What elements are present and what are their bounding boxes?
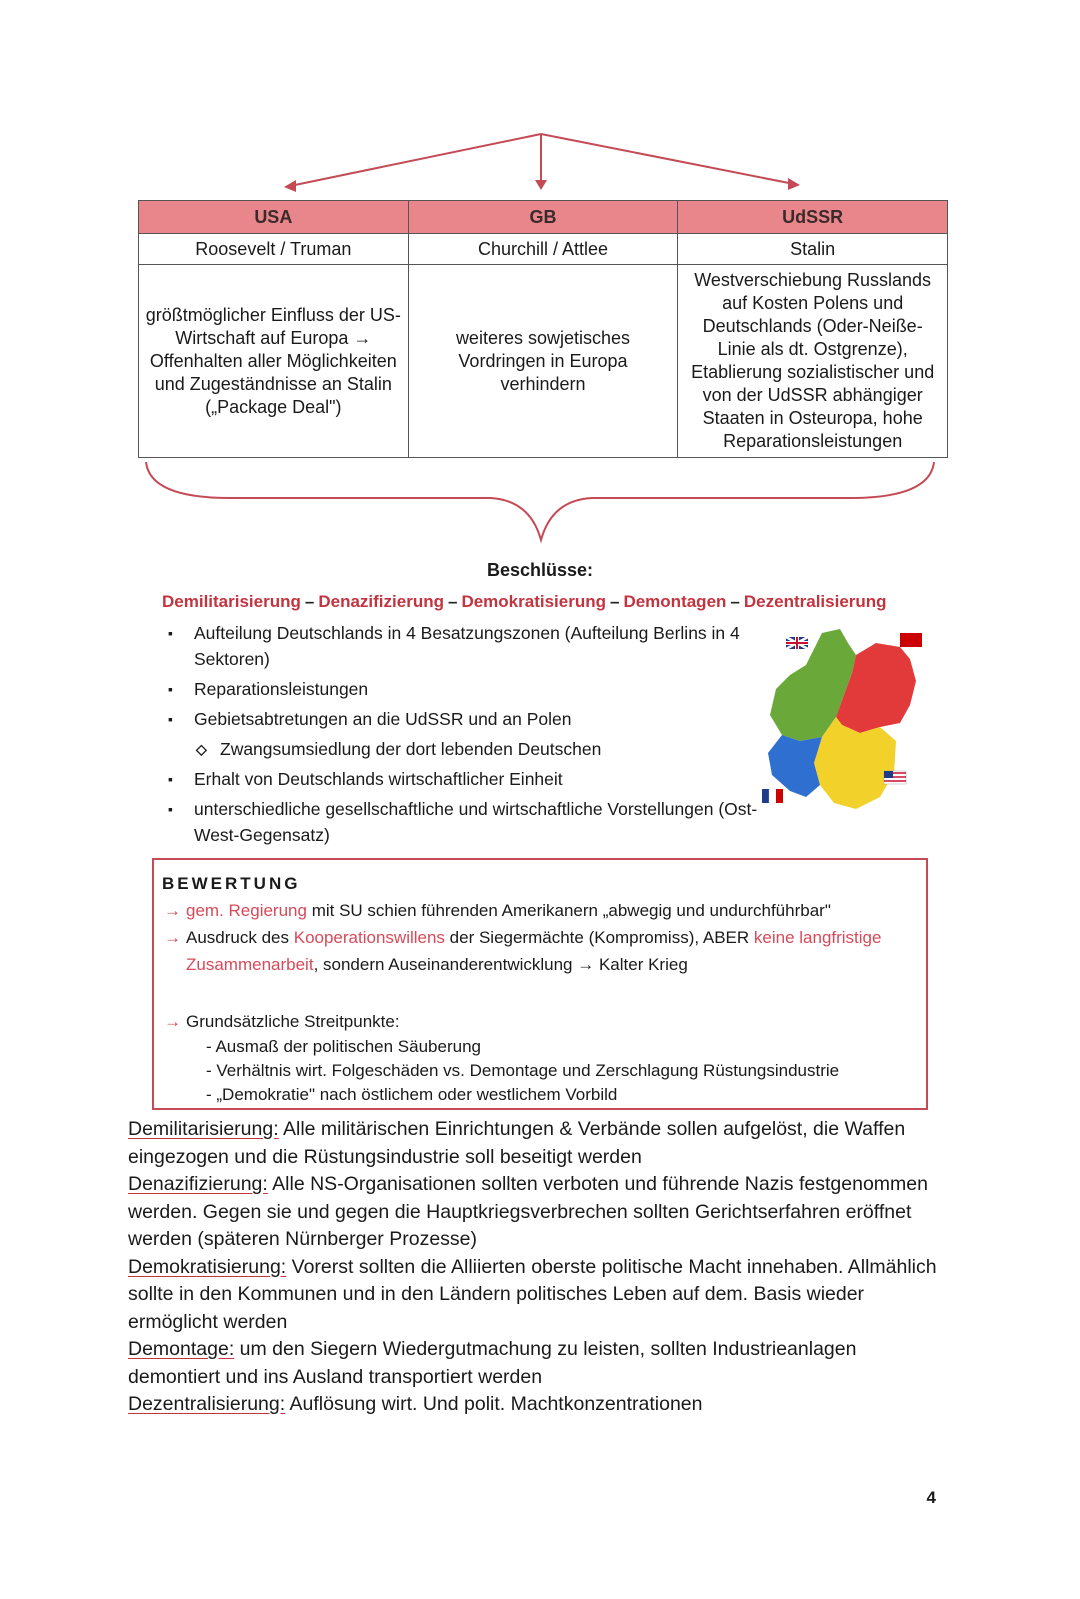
separator: – bbox=[447, 592, 458, 611]
term-denazifizierung: Denazifizierung bbox=[318, 592, 444, 611]
measures-list bbox=[162, 592, 887, 612]
leader-gb: Churchill / Attlee bbox=[408, 234, 678, 265]
curly-brace bbox=[0, 0, 1080, 560]
definition-text: Vorerst sollten die Alliierten oberste politische Macht innehaben. Allmählich sollte in den Kommunen und in den Ländern politisches Leben auf dem. Basis wieder ermöglicht werden bbox=[128, 1255, 937, 1333]
separator: – bbox=[609, 592, 620, 611]
header-usa: USA bbox=[139, 201, 409, 234]
definition-text: Alle militärischen Einrichtungen & Verbände sollen aufgelöst, die Waffen eingezogen und die Rüstungsindustrie soll beseitigt werden bbox=[128, 1118, 906, 1168]
bewertung-text: Grundsätzliche Streitpunkte: bbox=[186, 1012, 400, 1031]
decisions-list bbox=[168, 620, 768, 852]
list-item: ▪ Aufteilung Deutschlands in 4 Besatzungszonen (Aufteilung Berlins in 4 Sektoren) bbox=[168, 620, 768, 672]
term-demilitarisierung: Demilitarisierung bbox=[162, 592, 301, 611]
ussr-flag-icon bbox=[900, 633, 922, 647]
definition-term: Demokratisierung: bbox=[128, 1255, 287, 1278]
arrow-icon: → bbox=[164, 1012, 181, 1031]
term-dezentralisierung: Dezentralisierung bbox=[743, 592, 887, 611]
definition-text: um den Siegern Wiedergutmachung zu leisten, sollten Industrieanlagen demontiert und ins Ausland transportiert werden bbox=[128, 1338, 857, 1388]
bewertung-text: der Siegermächte (Kompromiss), ABER bbox=[444, 928, 754, 947]
page-number: 4 bbox=[926, 1488, 936, 1507]
list-item: ▪ Reparationsleistungen bbox=[168, 676, 768, 702]
list-item: ▪ Gebietsabtretungen an die UdSSR und an Polen bbox=[168, 706, 768, 732]
usa-flag-icon bbox=[884, 771, 906, 784]
bewertung-box bbox=[152, 858, 928, 1110]
occupation-zones-map bbox=[760, 625, 930, 845]
definition-item bbox=[128, 1116, 948, 1171]
separator: – bbox=[730, 592, 740, 611]
france-flag-icon bbox=[762, 789, 783, 803]
arrow-icon: → bbox=[164, 928, 181, 947]
list-item: ▪ Erhalt von Deutschlands wirtschaftlicher Einheit bbox=[168, 766, 768, 792]
header-udssr: UdSSR bbox=[678, 201, 948, 234]
definition-item bbox=[128, 1254, 948, 1337]
goal-usa: größtmöglicher Einfluss der US-Wirtschaft auf Europa → Offenhalten aller Möglichkeiten und Zugeständnisse an Stalin („Package Deal") bbox=[139, 265, 409, 458]
highlight-text: gem. Regierung bbox=[186, 901, 307, 920]
list-item: - Verhältnis wirt. Folgeschäden vs. Demontage und Zerschlagung Rüstungsindustrie bbox=[206, 1061, 840, 1080]
definition-text: Auflösung wirt. Und polit. Machtkonzentrationen bbox=[285, 1393, 703, 1415]
bewertung-point bbox=[162, 1008, 918, 1035]
definition-item bbox=[128, 1336, 948, 1391]
list-item: ▪ unterschiedliche gesellschaftliche und wirtschaftliche Vorstellungen (Ost-West-Gegensatz) bbox=[168, 796, 768, 848]
beschluesse-title: Beschlüsse: bbox=[486, 560, 594, 580]
highlight-text: Kooperationswillens bbox=[293, 928, 445, 947]
bewertung-point bbox=[162, 924, 918, 978]
leader-udssr: Stalin bbox=[678, 234, 948, 265]
definition-item bbox=[128, 1171, 948, 1254]
definition-term: Demilitarisierung: bbox=[128, 1118, 279, 1140]
separator: – bbox=[304, 592, 315, 611]
goal-gb: weiteres sowjetisches Vordringen in Europa verhindern bbox=[408, 265, 678, 458]
definition-term: Denazifizierung: bbox=[128, 1173, 268, 1195]
uk-flag-icon bbox=[786, 637, 808, 649]
leader-usa: Roosevelt / Truman bbox=[139, 234, 409, 265]
list-item: - „Demokratie" nach östlichem oder westlichem Vorbild bbox=[206, 1085, 618, 1104]
term-demontagen: Demontagen bbox=[623, 592, 727, 611]
definition-item bbox=[128, 1391, 948, 1419]
definition-term: Dezentralisierung: bbox=[128, 1393, 286, 1415]
goal-udssr: Westverschiebung Russlands auf Kosten Polens und Deutschlands (Oder-Neiße-Linie als dt. Ostgrenze), Etablierung sozialistischer und von der UdSSR abhängiger Staaten in Osteuropa, hohe Reparationsleistungen bbox=[678, 265, 948, 458]
bewertung-title: BEWERTUNG bbox=[162, 874, 301, 893]
definition-text: Alle NS-Organisationen sollten verboten und führende Nazis festgenommen werden. Gegen sie und gegen die Hauptkriegsverbrechen sollten Gerichtserfahren eröffnet werden (späteren Nürnberger Prozesse) bbox=[128, 1173, 928, 1250]
bewertung-point bbox=[162, 897, 918, 924]
term-demokratisierung: Demokratisierung bbox=[461, 592, 606, 611]
bewertung-text: , sondern Auseinanderentwicklung → Kalter Krieg bbox=[313, 955, 688, 974]
highlight-text: keine langfristige Zusammenarbeit bbox=[186, 928, 882, 974]
arrow-icon: → bbox=[164, 901, 181, 920]
list-item: - Ausmaß der politischen Säuberung bbox=[206, 1037, 481, 1056]
list-item: ◇ Zwangsumsiedlung der dort lebenden Deutschen bbox=[168, 736, 768, 762]
definition-term: Demontage: bbox=[128, 1338, 235, 1360]
bewertung-text: Ausdruck des bbox=[186, 928, 294, 947]
definitions-section bbox=[128, 1116, 948, 1419]
header-gb: GB bbox=[408, 201, 678, 234]
bewertung-text: mit SU schien führenden Amerikanern „abwegig und undurchführbar" bbox=[306, 901, 831, 920]
french-zone bbox=[768, 735, 822, 797]
